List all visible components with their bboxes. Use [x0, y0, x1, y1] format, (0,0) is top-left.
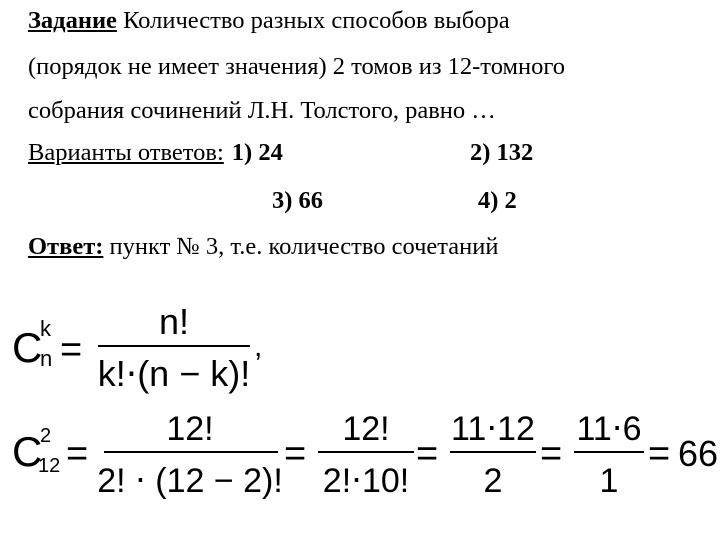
formula2-equals-2: = — [284, 433, 307, 475]
formula2-sub: 12 — [38, 455, 61, 477]
formula2-c: C — [12, 428, 43, 475]
option-2: 2) 132 — [470, 139, 534, 166]
formula1-c: C — [12, 324, 43, 371]
formula2-frac2-denominator: 2!⋅10! — [322, 462, 410, 500]
formula1-comma: , — [254, 330, 263, 363]
formula2-result: 66 — [678, 433, 719, 474]
formula1-equals: = — [60, 329, 83, 371]
formula2-frac2-numerator: 12! — [342, 410, 390, 448]
task-text-1: Количество разных способов выбора — [116, 7, 510, 34]
formula2-equals-3: = — [416, 433, 439, 475]
formula2-frac3-numerator: 11⋅12 — [451, 410, 535, 448]
formula1-sup: k — [40, 316, 51, 341]
task-line-3: собрания сочинений Л.Н. Толстого, равно … — [28, 97, 496, 124]
formula2-frac1-denominator: 2! ⋅ (12 − 2)! — [97, 462, 283, 500]
formula2-frac4-denominator: 1 — [599, 462, 619, 500]
formula-specific — [12, 410, 718, 500]
task-label: Задание — [28, 7, 117, 34]
options-label: Варианты ответов: — [28, 139, 224, 166]
task-line-2: (порядок не имеет значения) 2 томов из 12-томного — [28, 53, 566, 80]
formula2-frac3-denominator: 2 — [483, 462, 503, 500]
formula-general — [12, 301, 262, 394]
answer-text: пункт № 3, т.е. количество сочетаний — [103, 233, 499, 260]
formula2-equals-4: = — [540, 433, 563, 475]
formula1-numerator: n! — [158, 301, 190, 342]
formula1-sub: n — [40, 346, 53, 371]
option-1: 1) 24 — [231, 139, 283, 166]
formula2-frac1-numerator: 12! — [166, 410, 214, 448]
formula2-sup: 2 — [40, 425, 52, 447]
option-3: 3) 66 — [272, 187, 324, 214]
formula2-equals-5: = — [648, 433, 671, 475]
answer-label: Ответ: — [28, 233, 104, 260]
formula1-denominator: k!⋅(n − k)! — [97, 353, 251, 394]
formula2-frac4-numerator: 11⋅6 — [576, 410, 642, 448]
option-4: 4) 2 — [478, 187, 517, 214]
formula2-equals-1: = — [66, 433, 89, 475]
